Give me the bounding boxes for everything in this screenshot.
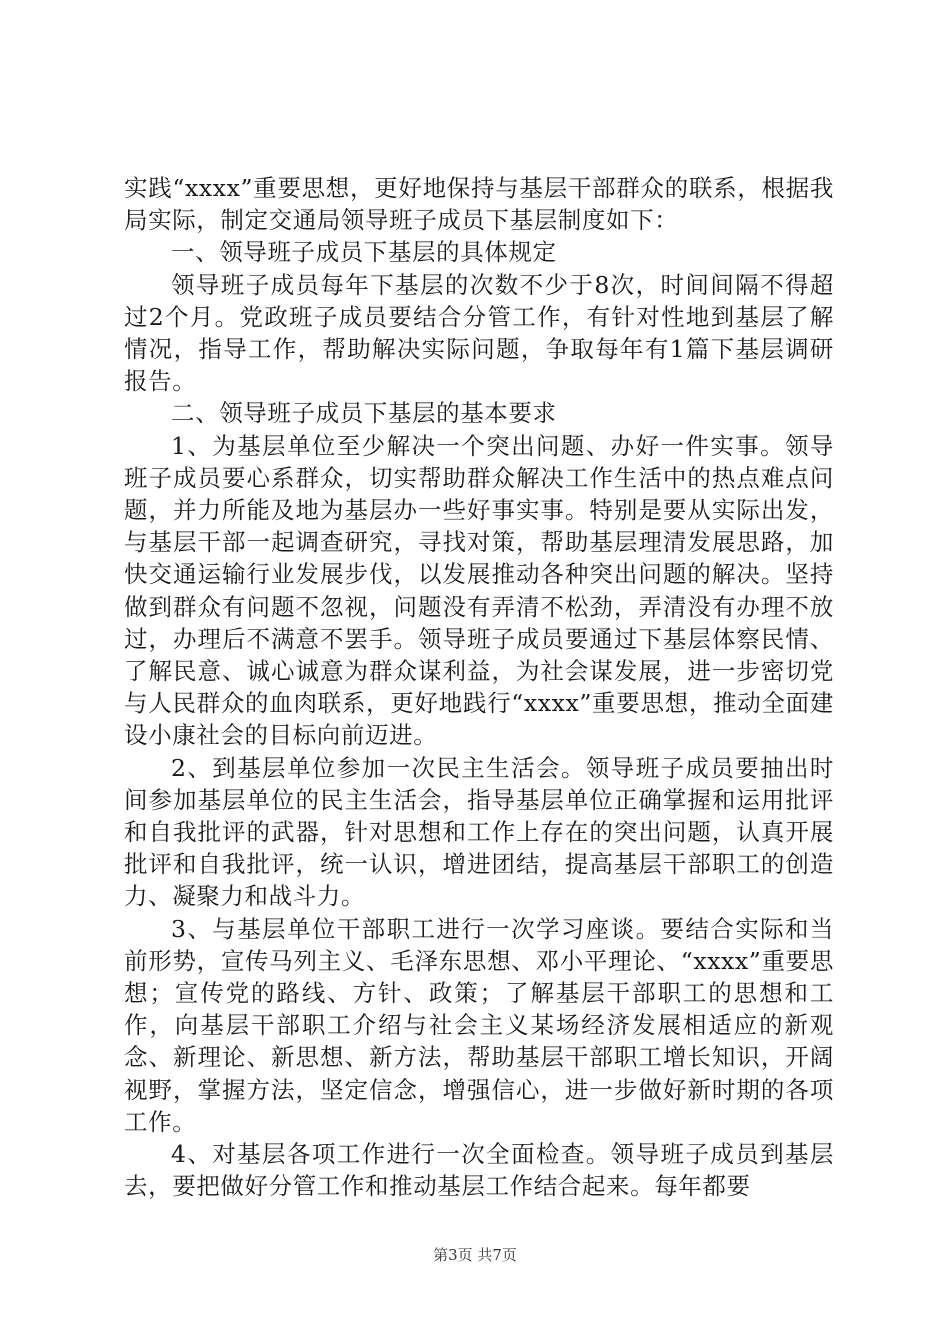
paragraph-intro: 实践“xxxx”重要思想，更好地保持与基层干部群众的联系，根据我局实际，制定交通局领导班子成员下基层制度如下： <box>124 174 834 235</box>
paragraph-item-4: 4、对基层各项工作进行一次全面检查。领导班子成员到基层去，要把做好分管工作和推动基层工作结合起来。每年都要 <box>124 1140 834 1201</box>
paragraph-item-2: 2、到基层单位参加一次民主生活会。领导班子成员要抽出时间参加基层单位的民主生活会，指导基层单位正确掌握和运用批评和自我批评的武器，针对思想和工作上存在的突出问题，认真开展批评和自我批评，统一认识，增进团结，提高基层干部职工的创造力、凝聚力和战斗力。 <box>124 753 834 911</box>
section-heading-2: 二、领导班子成员下基层的基本要求 <box>171 399 557 428</box>
document-body <box>124 172 834 1203</box>
section-heading-1: 一、领导班子成员下基层的具体规定 <box>171 238 557 267</box>
paragraph-item-3: 3、与基层单位干部职工进行一次学习座谈。要结合实际和当前形势，宣传马列主义、毛泽东思想、邓小平理论、“xxxx”重要思想；宣传党的路线、方针、政策；了解基层干部职工的思想和工作，向基层干部职工介绍与社会主义某场经济发展相适应的新观念、新理论、新思想、新方法，帮助基层干部职工增长知识，开阔视野，掌握方法，坚定信念，增强信心，进一步做好新时期的各项工作。 <box>124 914 834 1136</box>
paragraph-item-1: 1、为基层单位至少解决一个突出问题、办好一件实事。领导班子成员要心系群众，切实帮助群众解决工作生活中的热点难点问题，并力所能及地为基层办一些好事实事。特别是要从实际出发，与基层干部一起调查研究，寻找对策，帮助基层理清发展思路，加快交通运输行业发展步伐，以发展推动各种突出问题的解决。坚持做到群众有问题不忽视，问题没有弄清不松劲，弄清没有办理不放过，办理后不满意不罢手。领导班子成员要通过下基层体察民情、了解民意、诚心诚意为群众谋利益，为社会谋发展，进一步密切党与人民群众的血肉联系，更好地践行“xxxx”重要思想，推动全面建设小康社会的目标向前迈进。 <box>124 431 834 750</box>
paragraph-rule-1: 领导班子成员每年下基层的次数不少于8次，时间间隔不得超过2个月。党政班子成员要结合分管工作，有针对性地到基层了解情况，指导工作，帮助解决实际问题，争取每年有1篇下基层调研报告。 <box>124 270 834 396</box>
page-number-footer: 第3页 共7页 <box>433 1246 517 1264</box>
